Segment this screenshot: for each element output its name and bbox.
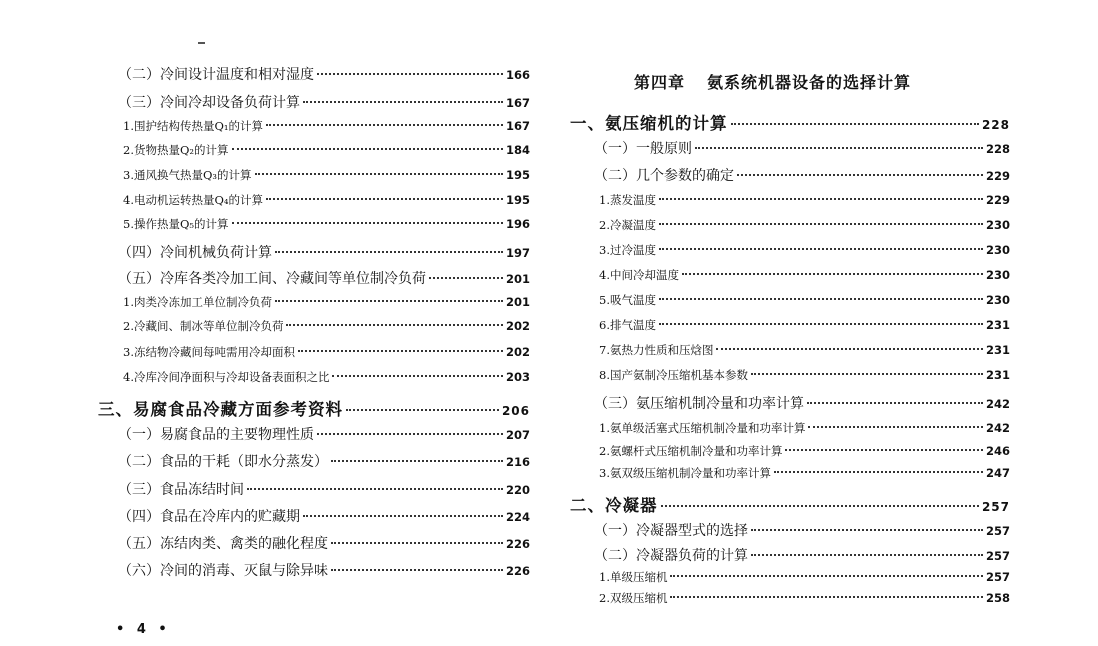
toc-entry xyxy=(98,92,530,112)
dot-leader xyxy=(785,449,983,451)
toc-entry-page: 167 xyxy=(505,96,530,110)
toc-entry-title: （三）氨压缩机制冷量和功率计算 xyxy=(594,396,804,412)
chapter-number: 第四章 xyxy=(634,73,686,92)
toc-entry xyxy=(570,590,1010,606)
toc-entry-page: 202 xyxy=(505,345,530,359)
toc-entry-page: 201 xyxy=(505,272,530,286)
toc-entry-title: 4.冷库冷间净面积与冷却设备表面积之比 xyxy=(123,370,330,384)
dot-leader xyxy=(275,251,503,253)
toc-entry-title: 6.排气温度 xyxy=(599,318,656,332)
toc-entry-title: （二）食品的干耗（即水分蒸发） xyxy=(118,454,328,470)
toc-entry-page: 231 xyxy=(985,368,1010,382)
toc-entry-page: 226 xyxy=(505,564,530,578)
toc-entry xyxy=(570,138,1010,158)
dot-leader xyxy=(659,248,983,250)
toc-entry xyxy=(98,369,530,385)
dot-leader xyxy=(716,348,983,350)
toc-entry-page: 228 xyxy=(985,142,1010,156)
dot-leader xyxy=(298,350,503,352)
dot-leader xyxy=(331,542,503,544)
toc-entry-title: （一）易腐食品的主要物理性质 xyxy=(118,427,314,443)
dot-leader xyxy=(659,323,983,325)
toc-entry-title: 2.冷凝温度 xyxy=(599,218,656,232)
toc-entry xyxy=(570,242,1010,258)
toc-entry-page: 220 xyxy=(505,483,530,497)
dot-leader xyxy=(429,277,503,279)
toc-entry-page: 258 xyxy=(985,591,1010,605)
dot-leader xyxy=(808,426,983,428)
toc-entry-page: 231 xyxy=(985,318,1010,332)
toc-entry-title: 2.货物热量Q₂的计算 xyxy=(123,143,229,157)
toc-entry xyxy=(570,217,1010,233)
toc-entry-title: （三）食品冻结时间 xyxy=(118,482,244,498)
dot-leader xyxy=(275,300,503,302)
toc-entry xyxy=(98,142,530,158)
toc-entry-title: （四）食品在冷库内的贮藏期 xyxy=(118,509,300,525)
toc-entry xyxy=(570,569,1010,585)
toc-entry-title: （六）冷间的消毒、灭鼠与除异味 xyxy=(118,563,328,579)
dot-leader xyxy=(266,198,503,200)
toc-entry-title: （二）冷凝器负荷的计算 xyxy=(594,548,748,564)
toc-entry-title: （一）冷凝器型式的选择 xyxy=(594,523,748,539)
toc-entry xyxy=(98,560,530,580)
dot-leader xyxy=(659,223,983,225)
ink-speck xyxy=(198,42,205,44)
dot-leader xyxy=(661,505,979,507)
toc-entry-page: 226 xyxy=(505,537,530,551)
toc-entry-title: 2.冷藏间、制冰等单位制冷负荷 xyxy=(123,319,284,333)
toc-entry xyxy=(98,506,530,526)
toc-entry-title: 1.单级压缩机 xyxy=(599,570,668,584)
toc-entry-title: 三、易腐食品冷藏方面参考资料 xyxy=(98,400,343,419)
toc-entry xyxy=(98,167,530,183)
dot-leader xyxy=(332,375,503,377)
toc-entry-page: 257 xyxy=(985,524,1010,538)
dot-leader xyxy=(317,433,503,435)
toc-entry-title: 一、氨压缩机的计算 xyxy=(570,114,728,133)
toc-entry-title: 3.过冷温度 xyxy=(599,243,656,257)
toc-entry-page: 242 xyxy=(985,421,1010,435)
toc-entry xyxy=(98,533,530,553)
toc-entry-page: 206 xyxy=(501,404,530,418)
toc-entry-title: （一）一般原则 xyxy=(594,141,692,157)
dot-leader xyxy=(303,515,503,517)
toc-entry-page: 195 xyxy=(505,168,530,182)
toc-entry xyxy=(570,267,1010,283)
toc-entry-page: 197 xyxy=(505,246,530,260)
toc-entry xyxy=(570,192,1010,208)
toc-entry-page: 207 xyxy=(505,428,530,442)
toc-entry xyxy=(570,492,1010,516)
toc-entry-page: 224 xyxy=(505,510,530,524)
toc-entry-page: 201 xyxy=(505,295,530,309)
toc-entry-page: 184 xyxy=(505,143,530,157)
toc-entry xyxy=(98,216,530,232)
toc-entry-page: 196 xyxy=(505,217,530,231)
toc-entry-title: 5.操作热量Q₅的计算 xyxy=(123,217,229,231)
dot-leader xyxy=(331,460,503,462)
toc-entry-title: 8.国产氨制冷压缩机基本参数 xyxy=(599,368,748,382)
dot-leader xyxy=(751,554,983,556)
toc-entry-title: （三）冷间冷却设备负荷计算 xyxy=(118,95,300,111)
toc-entry xyxy=(98,479,530,499)
dot-leader xyxy=(346,409,499,411)
toc-entry-title: （二）冷间设计温度和相对湿度 xyxy=(118,67,314,83)
toc-entry xyxy=(570,465,1010,481)
dot-leader xyxy=(695,147,983,149)
dot-leader xyxy=(751,373,983,375)
toc-entry-title: 4.电动机运转热量Q₄的计算 xyxy=(123,193,264,207)
toc-entry xyxy=(98,242,530,262)
toc-entry-page: 202 xyxy=(505,319,530,333)
toc-entry-page: 242 xyxy=(985,397,1010,411)
toc-entry-title: 1.肉类冷冻加工单位制冷负荷 xyxy=(123,295,272,309)
toc-entry xyxy=(570,342,1010,358)
dot-leader xyxy=(670,596,983,598)
dot-leader xyxy=(737,174,983,176)
dot-leader xyxy=(331,569,503,571)
toc-entry-page: 216 xyxy=(505,455,530,469)
toc-entry xyxy=(98,396,530,420)
dot-leader xyxy=(286,324,503,326)
toc-entry-page: 246 xyxy=(985,444,1010,458)
toc-entry-page: 230 xyxy=(985,218,1010,232)
toc-entry-title: 2.氨螺杆式压缩机制冷量和功率计算 xyxy=(599,444,783,458)
toc-entry-title: （五）冷库各类冷加工间、冷藏间等单位制冷负荷 xyxy=(118,271,426,287)
toc-entry xyxy=(98,118,530,134)
toc-entry xyxy=(98,451,530,471)
toc-entry xyxy=(570,110,1010,134)
toc-entry-page: 167 xyxy=(505,119,530,133)
dot-leader xyxy=(232,222,503,224)
toc-entry xyxy=(570,520,1010,540)
toc-entry xyxy=(98,344,530,360)
dot-leader xyxy=(731,123,979,125)
toc-entry xyxy=(98,64,530,84)
toc-entry xyxy=(570,393,1010,413)
toc-entry-page: 257 xyxy=(985,570,1010,584)
toc-entry-title: 3.通风换气热量Q₃的计算 xyxy=(123,168,252,182)
toc-entry xyxy=(570,367,1010,383)
toc-entry-page: 247 xyxy=(985,466,1010,480)
toc-entry xyxy=(98,318,530,334)
toc-entry-title: 4.中间冷却温度 xyxy=(599,268,679,282)
toc-entry-title: 7.氨热力性质和压焓图 xyxy=(599,343,714,357)
dot-leader xyxy=(317,73,503,75)
toc-entry-title: 1.蒸发温度 xyxy=(599,193,656,207)
toc-entry-title: （五）冻结肉类、禽类的融化程度 xyxy=(118,536,328,552)
toc-entry-page: 230 xyxy=(985,268,1010,282)
toc-entry xyxy=(570,443,1010,459)
toc-entry-title: 2.双级压缩机 xyxy=(599,591,668,605)
dot-leader xyxy=(255,173,503,175)
dot-leader xyxy=(232,148,503,150)
toc-entry-title: 二、冷凝器 xyxy=(570,496,658,515)
toc-entry-page: 230 xyxy=(985,243,1010,257)
dot-leader xyxy=(659,298,983,300)
dot-leader xyxy=(807,402,983,404)
toc-entry-title: （四）冷间机械负荷计算 xyxy=(118,245,272,261)
toc-entry xyxy=(570,292,1010,308)
dot-leader xyxy=(247,488,503,490)
toc-entry xyxy=(98,294,530,310)
dot-leader xyxy=(659,198,983,200)
chapter-heading xyxy=(634,70,911,93)
toc-entry xyxy=(98,268,530,288)
toc-entry-page: 230 xyxy=(985,293,1010,307)
toc-entry-title: 5.吸气温度 xyxy=(599,293,656,307)
toc-entry xyxy=(570,545,1010,565)
dot-leader xyxy=(774,471,983,473)
toc-entry-page: 195 xyxy=(505,193,530,207)
dot-leader xyxy=(682,273,983,275)
chapter-title: 氨系统机器设备的选择计算 xyxy=(707,73,912,92)
toc-entry xyxy=(570,165,1010,185)
toc-entry-title: 3.氨双级压缩机制冷量和功率计算 xyxy=(599,466,771,480)
toc-entry xyxy=(570,420,1010,436)
toc-entry-page: 257 xyxy=(985,549,1010,563)
toc-entry-page: 231 xyxy=(985,343,1010,357)
toc-entry-title: （二）几个参数的确定 xyxy=(594,168,734,184)
toc-entry xyxy=(98,424,530,444)
dot-leader xyxy=(303,101,503,103)
toc-entry-page: 203 xyxy=(505,370,530,384)
page-number: • 4 • xyxy=(116,622,171,637)
dot-leader xyxy=(266,124,503,126)
toc-entry-page: 229 xyxy=(985,193,1010,207)
toc-entry-title: 1.氨单级活塞式压缩机制冷量和功率计算 xyxy=(599,421,806,435)
toc-entry-page: 228 xyxy=(981,118,1010,132)
dot-leader xyxy=(670,575,983,577)
dot-leader xyxy=(751,529,983,531)
toc-entry-page: 257 xyxy=(981,500,1010,514)
toc-entry-title: 1.围护结构传热量Q₁的计算 xyxy=(123,119,264,133)
toc-entry-page: 166 xyxy=(505,68,530,82)
toc-entry xyxy=(98,192,530,208)
toc-entry-title: 3.冻结物冷藏间每吨需用冷却面积 xyxy=(123,345,295,359)
toc-entry xyxy=(570,317,1010,333)
toc-entry-page: 229 xyxy=(985,169,1010,183)
